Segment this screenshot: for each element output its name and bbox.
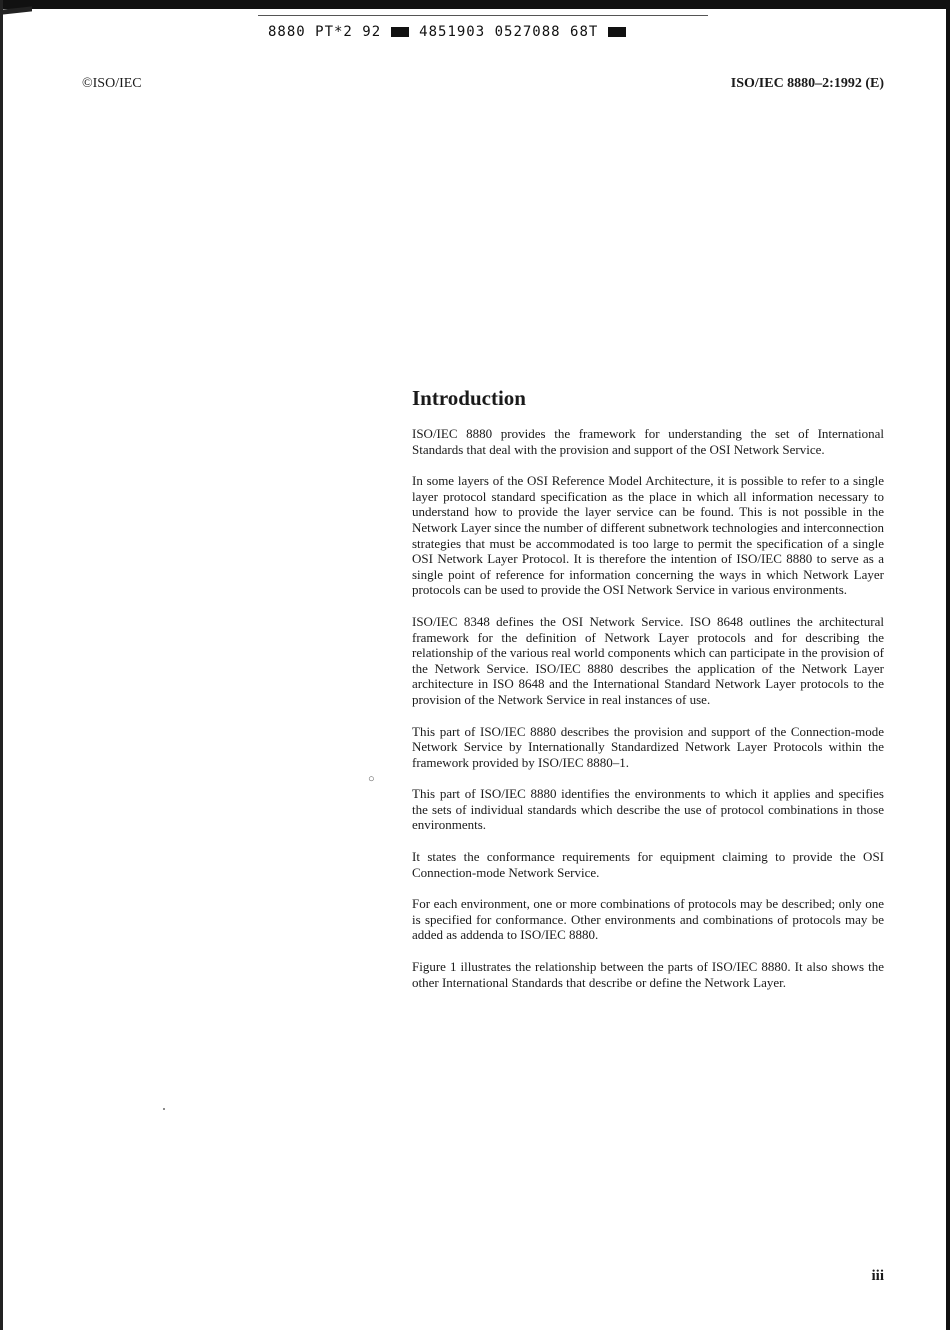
stamp-serial: 4851903 0527088 68T bbox=[419, 24, 599, 40]
section-title: Introduction bbox=[412, 386, 526, 410]
stamp-block-icon bbox=[608, 27, 626, 37]
paragraph: Figure 1 illustrates the relationship between the parts of ISO/IEC 8880. It also shows the other International Standards that describe or define the Network Layer. bbox=[412, 959, 884, 990]
stamp-block-icon bbox=[391, 27, 409, 37]
stamp-code: 8880 PT*2 92 bbox=[268, 24, 382, 40]
header-copyright: ©ISO/IEC bbox=[82, 76, 142, 91]
paragraph: ISO/IEC 8348 defines the OSI Network Service. ISO 8648 outlines the architectural framework for the definition of Network Layer protocols and for describing the relationship of the various real world components which can participate in the provision of the Network Service. ISO/IEC 8880 describes the application of the Network Layer architecture in ISO 8648 and the International Standard Network Layer protocols to the provision of the Network Service in real instances of use. bbox=[412, 613, 884, 707]
paragraph: ISO/IEC 8880 provides the framework for understanding the set of International Standards that deal with the provision and support of the OSI Network Service. bbox=[412, 426, 884, 457]
scan-border-top bbox=[0, 0, 950, 9]
page-number: iii bbox=[871, 1268, 884, 1284]
document-stamp bbox=[268, 23, 636, 41]
paragraph: This part of ISO/IEC 8880 identifies the environments to which it applies and specifies the sets of individual standards which describe the use of protocol combinations in those environments. bbox=[412, 786, 884, 833]
scan-speck bbox=[163, 1108, 165, 1110]
paragraph: It states the conformance requirements for equipment claiming to provide the OSI Connection-mode Network Service. bbox=[412, 849, 884, 880]
paragraph: This part of ISO/IEC 8880 describes the provision and support of the Connection-mode Network Service by Internationally Standardized Network Layer Protocols within the framework provided by ISO/IEC 8880–1. bbox=[412, 723, 884, 770]
scan-border-left bbox=[0, 0, 3, 1330]
paragraph: In some layers of the OSI Reference Model Architecture, it is possible to refer to a single layer protocol standard specification as the place in which all information necessary to understand how to provide the layer service can be found. This is not possible in the Network Layer since the number of different subnetwork technologies and interconnection strategies that must be accommodated is too large to permit the specification of a single OSI Network Layer Protocol. It is therefore the intention of ISO/IEC 8880 to serve as a single point of reference for information concerning the ways in which Network Layer protocols can be used to provide the OSI Network Service in various environments. bbox=[412, 473, 884, 598]
paragraph: For each environment, one or more combinations of protocols may be described; only one is specified for conformance. Other environments and combinations of protocols may be added as addenda to ISO/IEC 8880. bbox=[412, 896, 884, 943]
scan-line bbox=[258, 15, 708, 16]
header-standard-id: ISO/IEC 8880–2:1992 (E) bbox=[730, 76, 884, 91]
margin-mark-icon: ○ bbox=[368, 773, 375, 785]
scan-border-right bbox=[946, 0, 950, 1330]
introduction-section bbox=[412, 384, 884, 1006]
